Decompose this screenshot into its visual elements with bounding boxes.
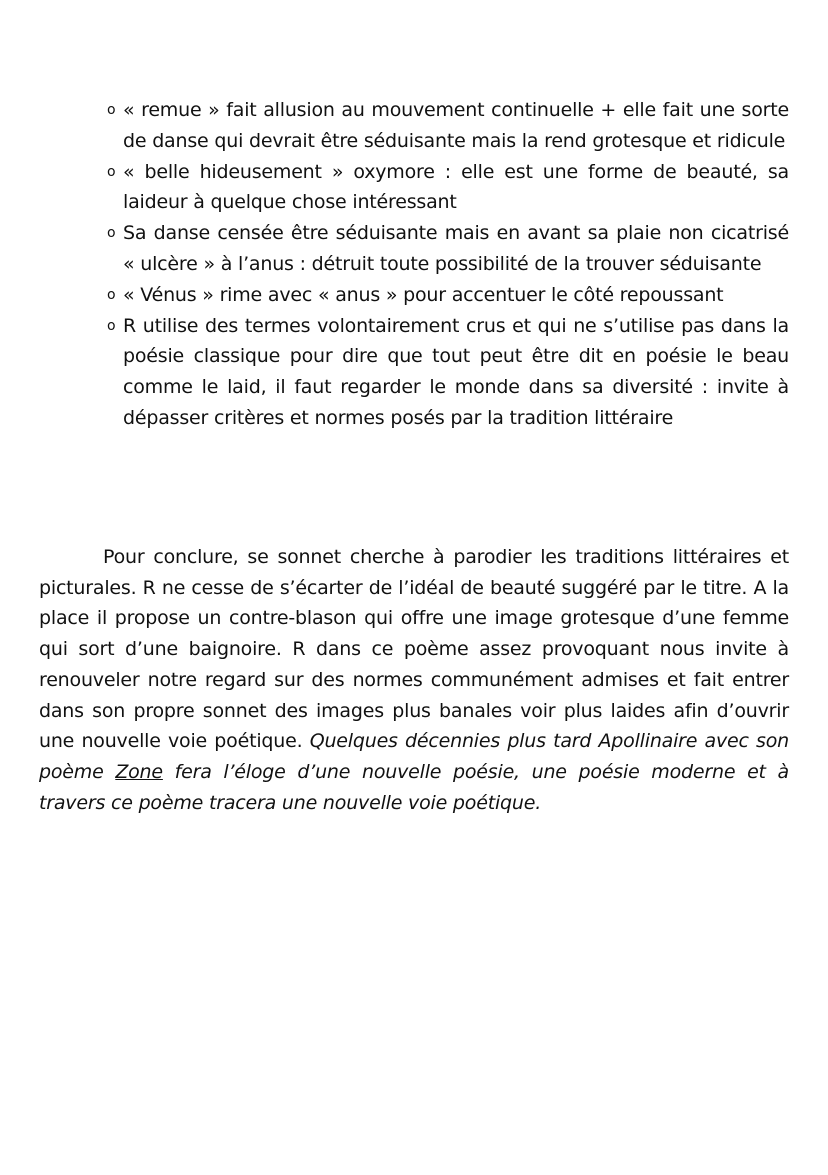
- bullet-item: [103, 218, 789, 280]
- bullet-item: [103, 95, 789, 157]
- bullet-marker-icon: o: [107, 286, 116, 303]
- bullet-item: [103, 311, 789, 434]
- bullet-item: [103, 157, 789, 219]
- bullet-text: Sa danse censée être séduisante mais en avant sa plaie non cicatrisé « ulcère » à l’anus : détruit toute possibilité de la trouver séduisante: [123, 222, 789, 275]
- bullet-marker-icon: o: [107, 317, 116, 334]
- bullet-marker-icon: o: [107, 163, 116, 180]
- bullet-item: [103, 280, 789, 311]
- poem-title-zone: Zone: [115, 760, 163, 783]
- bullet-text: « Vénus » rime avec « anus » pour accentuer le côté repoussant: [123, 283, 724, 306]
- bullet-text: « remue » fait allusion au mouvement continuelle + elle fait une sorte de danse qui devrait être séduisante mais la rend grotesque et ridicule: [123, 99, 789, 152]
- conclusion-italic-intro: Quelques décennies plus tard Apollinaire avec son poème: [39, 730, 790, 783]
- conclusion-italic-outro: fera l’éloge d’une nouvelle poésie, une poésie moderne et à travers ce poème tracera une nouvelle voie poétique.: [39, 760, 789, 814]
- bullet-list: [103, 95, 789, 434]
- bullet-marker-icon: o: [107, 225, 116, 242]
- conclusion-paragraph: [39, 542, 789, 818]
- bullet-marker-icon: o: [107, 102, 116, 118]
- conclusion-text: Pour conclure, se sonnet cherche à parodier les traditions littéraires et picturales. R ne cesse de s’écarter de l’idéal de beauté suggéré par le titre. A la place il propose un contre-blason qui offre une image grotesque d’une femme qui sort d’une baignoire. R dans ce poème assez provoquant nous invite à renouveler notre regard sur des normes communément admises et fait entrer dans son propre sonnet des images plus banales voir plus laides afin d’ouvrir une nouvelle voie poétique.: [39, 546, 789, 753]
- bullet-text: R utilise des termes volontairement crus et qui ne s’utilise pas dans la poésie classique pour dire que tout peut être dit en poésie le beau comme le laid, il faut regarder le monde dans sa diversité : invite à dépasser critères et normes posés par la tradition littéraire: [123, 314, 789, 429]
- bullet-text: « belle hideusement » oxymore : elle est une forme de beauté, sa laideur à quelque chose intéressant: [123, 160, 789, 214]
